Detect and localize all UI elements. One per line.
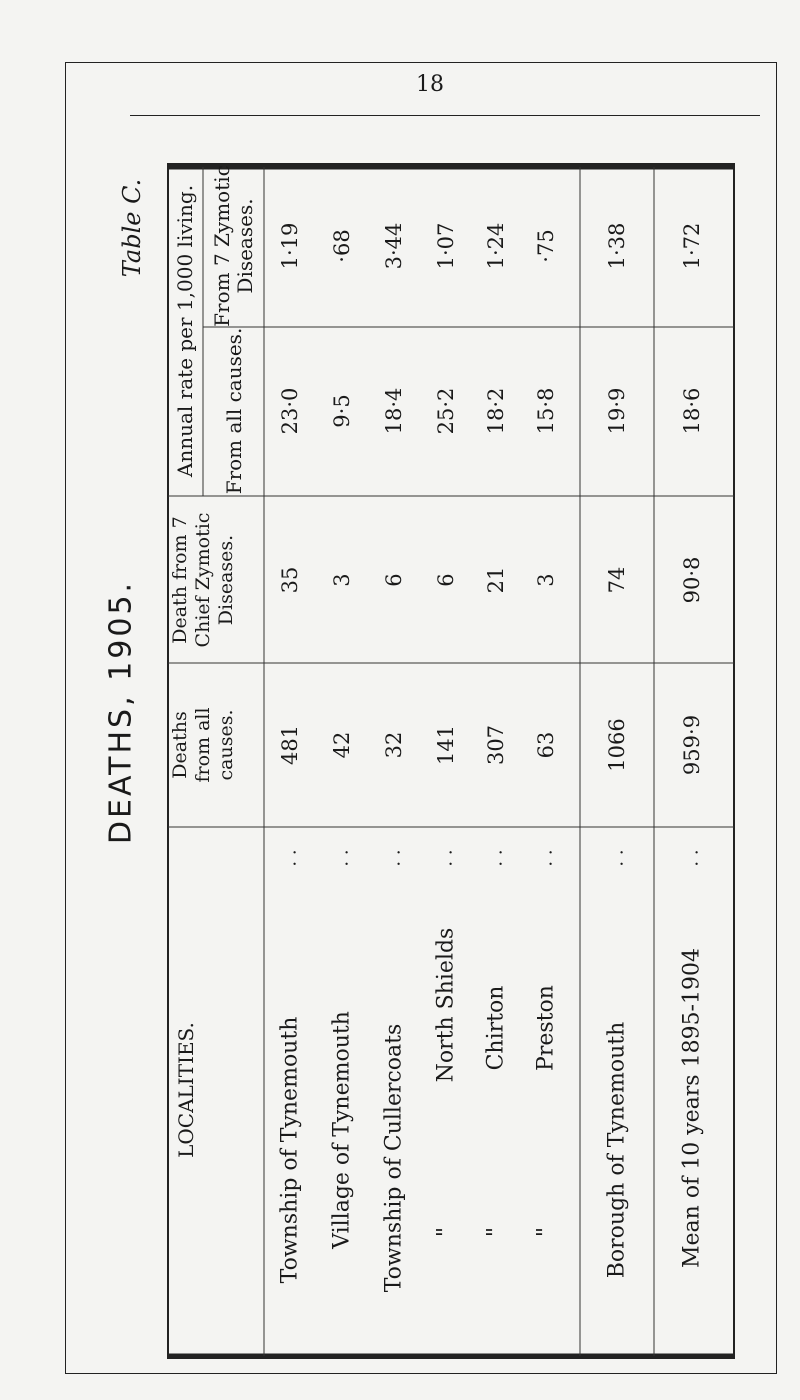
section-heading: DEATHS, 1905. <box>103 579 139 845</box>
rate-zymotic-cell: 1·38 <box>605 222 629 270</box>
deaths-zymotic-cell: 21 <box>484 566 508 594</box>
ditto-mark: " <box>483 1226 509 1238</box>
rate-all-cell: 18·4 <box>382 387 406 435</box>
locality-name: Preston <box>533 985 559 1071</box>
page-number: 18 <box>416 72 444 97</box>
leader-dots: . . <box>606 849 628 867</box>
deaths-zymotic-cell: 35 <box>278 566 302 594</box>
ditto-mark: " <box>433 1226 459 1238</box>
rate-zymotic-cell: 3·44 <box>382 222 406 270</box>
table-label: Table C. <box>118 178 146 278</box>
header-rate-all: From all causes. <box>222 327 246 495</box>
rate-zymotic-cell: 1·24 <box>484 222 508 270</box>
locality-name: Township of Tynemouth <box>277 1016 303 1284</box>
deaths-zymotic-cell: 3 <box>534 573 558 587</box>
deaths-all-cell: 42 <box>330 731 354 759</box>
deaths-all-cell: 959·9 <box>680 714 704 776</box>
deaths-zymotic-cell: 3 <box>330 573 354 587</box>
locality-name: Village of Tynemouth <box>329 1011 355 1249</box>
leader-dots: . . <box>435 849 457 867</box>
locality-name: Mean of 10 years 1895-1904 <box>679 948 705 1268</box>
rate-all-cell: 23·0 <box>278 387 302 435</box>
rate-zymotic-cell: ·68 <box>330 229 354 263</box>
locality-name: Chirton <box>483 985 509 1071</box>
deaths-all-cell: 63 <box>534 731 558 759</box>
deaths-zymotic-cell: 6 <box>382 573 406 587</box>
deaths-zymotic-cell: 90·8 <box>680 556 704 604</box>
leader-dots: . . <box>681 849 703 867</box>
rate-all-cell: 18·6 <box>680 387 704 435</box>
leader-dots: . . <box>279 849 301 867</box>
rate-all-cell: 18·2 <box>484 387 508 435</box>
locality-name: Borough of Tynemouth <box>604 1021 630 1279</box>
rate-all-cell: 15·8 <box>534 387 558 435</box>
rate-zymotic-cell: 1·07 <box>434 222 458 270</box>
leader-dots: . . <box>331 849 353 867</box>
deaths-zymotic-cell: 6 <box>434 573 458 587</box>
rate-zymotic-cell: 1·19 <box>278 222 302 270</box>
locality-name: Township of Cullercoats <box>381 1023 407 1293</box>
rate-zymotic-cell: ·75 <box>534 229 558 263</box>
rate-all-cell: 25·2 <box>434 387 458 435</box>
deaths-zymotic-cell: 74 <box>605 566 629 594</box>
rate-all-cell: 9·5 <box>330 394 354 428</box>
leader-dots: . . <box>535 849 557 867</box>
deaths-all-cell: 141 <box>434 724 458 766</box>
deaths-all-cell: 481 <box>278 724 302 766</box>
header-localities: LOCALITIES. <box>174 1022 198 1158</box>
deaths-all-cell: 32 <box>382 731 406 759</box>
deaths-all-cell: 307 <box>484 724 508 766</box>
rate-zymotic-cell: 1·72 <box>680 222 704 270</box>
leader-dots: . . <box>485 849 507 867</box>
rate-all-cell: 19·9 <box>605 387 629 435</box>
ditto-mark: " <box>533 1226 559 1238</box>
leader-dots: . . <box>383 849 405 867</box>
locality-name: North Shields <box>433 927 459 1083</box>
header-annual-rate: Annual rate per 1,000 living. <box>173 184 197 478</box>
deaths-all-cell: 1066 <box>605 718 629 772</box>
